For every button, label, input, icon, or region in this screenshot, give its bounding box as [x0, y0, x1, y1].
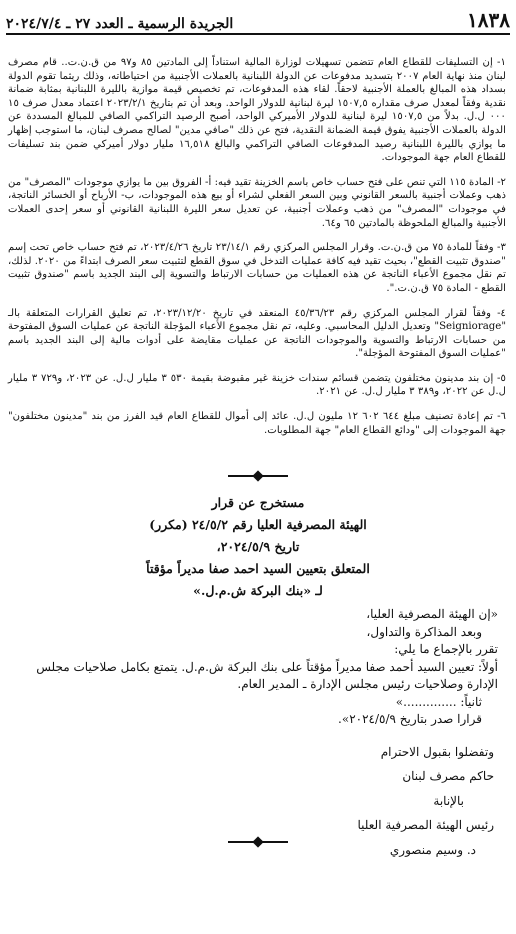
decision-heading-line: تاريخ ٢٠٢٤/٥/٩، [216, 539, 300, 554]
note-paragraph: ٤- وفقاً لقرار المجلس المركزي رقم ٤٥/٣٦/٢٣ المنعقد في تاريخ ٢٠٢٣/١٢/٢٠، تم تعليق القرارات المتعلقة بالـ "Seigniorage" وتعديل الدليل المحاسبي. وعليه، تم نقل مجموع الأعباء المؤجلة الناتجة عن عمليات السوق المفتوحة من حسابات الارتباط والتسوية والموجودات الناتجة عن عمليات مقايضة على أدوات مالية إلى البند الجديد باسم "عمليات السوق المفتوحة المؤجلة". [8, 307, 506, 360]
decision-article-1: أولاً: تعيين السيد أحمد صفا مديراً مؤقتاً على بنك البركة ش.م.ل. يتمتع بكامل صلاحيات مجلس الإدارة وصلاحيات رئيس مجلس الإدارة ـ المدير العام. [36, 659, 498, 691]
decision-heading-line: المتعلق بتعيين السيد احمد صفا مديراً مؤقتاً [146, 561, 370, 576]
decision-heading [40, 492, 476, 602]
decision-heading-line: مستخرج عن قرار [211, 495, 305, 510]
note-paragraph: ١- إن التسليفات للقطاع العام تتضمن تسهيلات لوزارة المالية استناداً إلى المادتين ٨٥ و٩٧ من ق.ن.ت.. قام مصرف لبنان منذ نهاية العام ٢٠٠٧ بتسديد مدفوعات عن الدولة اللبنانية بالعملات الأجنبية من احتياطاته، وذلك ريثما تقوم الدولة بسداد هذه المبالغ بالعملة الأجنبية لاحقاً. لقاء هذه المدفوعات، تم تخصيص قيمة موازية بالليرة اللبنانية بمثابة ضمانة نقدية وفقاً لمعدل صرف مقداره ١٥٠٧,٥ ليرة لبنانية للدولار الواحد. وبعد أن تم بتاريخ ٢٠٢٣/٢/١ اعتماد معدل صرف ١٥ ٠٠٠ ل.ل. بدلاً من ١٥٠٧,٥ ليرة لبنانية للدولار الأميركي الواحد، أصبح الرصيد التراكمي الصافي للمبالغ المسددة عن الدولة بالعملات الأجنبية يفوق قيمة الضمانة النقدية، فتح عن ذلك "صافي مدين" لصالح مصرف لبنان، ما استوجب إظهار ما يوازي بالليرة اللبنانية رصيد المدفوعات الصافي التراكمي والبالغ ١٦,٥١٨ مليار دولار أميركي ضمن بند تسليفات للقطاع العام جهة الموجودات. [8, 57, 507, 164]
header-rule [6, 33, 510, 35]
decision-article-2: ثانياً: ..............» [395, 694, 482, 709]
section-divider [228, 838, 288, 846]
decision-heading-line: الهيئة المصرفية العليا رقم ٢٤/٥/٢ (مكرر) [149, 517, 367, 532]
notes-section [8, 56, 506, 448]
gazette-title: الجريدة الرسمية ـ العدد ٢٧ ـ ٢٠٢٤/٧/٤ [6, 16, 234, 32]
decision-heading-line: لـ «بنك البركة ش.م.ل.» [193, 583, 323, 598]
decision-line: وبعد المذاكرة والتداول، [366, 624, 482, 639]
signature-line: وتفضلوا بقبول الاحترام [380, 745, 494, 759]
signatory-name: د. وسيم منصوري [389, 842, 476, 857]
page-header [6, 6, 510, 32]
page-number: ١٨٣٨ [467, 8, 510, 32]
signature-line: بالإنابة [433, 793, 464, 808]
note-paragraph: ٢- المادة ١١٥ التي تنص على فتح حساب خاص باسم الخزينة تقيد فيه: أ- الفروق بين ما يوازي موجودات "المصرف" من ذهب وعملات أجنبية بالسعر القانوني وبين السعر الفعلي لشراء أو بيع هذه الموجودات، ب- الأرباح أو الخسائر الناتجة، في موجودات "المصرف" من ذهب وعملات أجنبية، عن تعديل سعر الليرة اللبنانية القانوني أو سعر إحدى العملات الأجنبية والمبالغ الملحوظة بالمادتين ٦٥ و٦٤. [8, 176, 506, 229]
signature-line: حاكم مصرف لبنان [402, 769, 494, 784]
signature-block [304, 740, 494, 862]
note-paragraph: ٦- تم إعادة تصنيف مبلغ ٦٤٤ ٦٠٢ ١٢ مليون ل.ل. عائد إلى أموال للقطاع العام قيد الفرز من بند "مدينون مختلفون" جهة الموجودات إلى "ودائع القطاع العام" جهة المطلوبات. [8, 411, 506, 436]
decision-body [12, 606, 498, 729]
note-paragraph: ٥- إن بند مدينون مختلفون يتضمن قسائم سندات خزينة غير مقبوضة بقيمة ٥٣٠ ٣ مليار ل.ل. عن ٢٠٢٣، و٧٢٩ ٣ مليار ل.ل عن ٢٠٢٢، و٣٨٩ ٣ مليار ل.ل. عن ٢٠٢١. [8, 372, 506, 398]
note-paragraph: ٣- وفقاً للمادة ٧٥ من ق.ن.ت. وقرار المجلس المركزي رقم ٢٣/١٤/١ تاريخ ٢٠٢٣/٤/٢٦، تم فتح حساب خاص تحت إسم "صندوق تثبيت القطع"، بحيث تقيد فيه كافة عمليات التدخل في سوق القطع لتثبيت سعر الصرف ابتداءً من ٢٠٢٠. لذلك، تم نقل مجموع الأعباء الناتجة عن هذه العمليات من حسابات الارتباط والتسوية إلى البند الجديد باسم "صندوق تثبيت القطع - المادة ٧٥ ق.ن.ت.". [8, 242, 506, 294]
decision-line: «إن الهيئة المصرفية العليا، [366, 607, 498, 621]
decision-line: تقرر بالإجماع ما يلي: [394, 642, 498, 656]
decision-date-line: قرارا صدر بتاريخ ٢٠٢٤/٥/٩». [338, 712, 482, 726]
section-divider [228, 472, 288, 480]
signature-line: رئيس الهيئة المصرفية العليا [357, 818, 494, 833]
